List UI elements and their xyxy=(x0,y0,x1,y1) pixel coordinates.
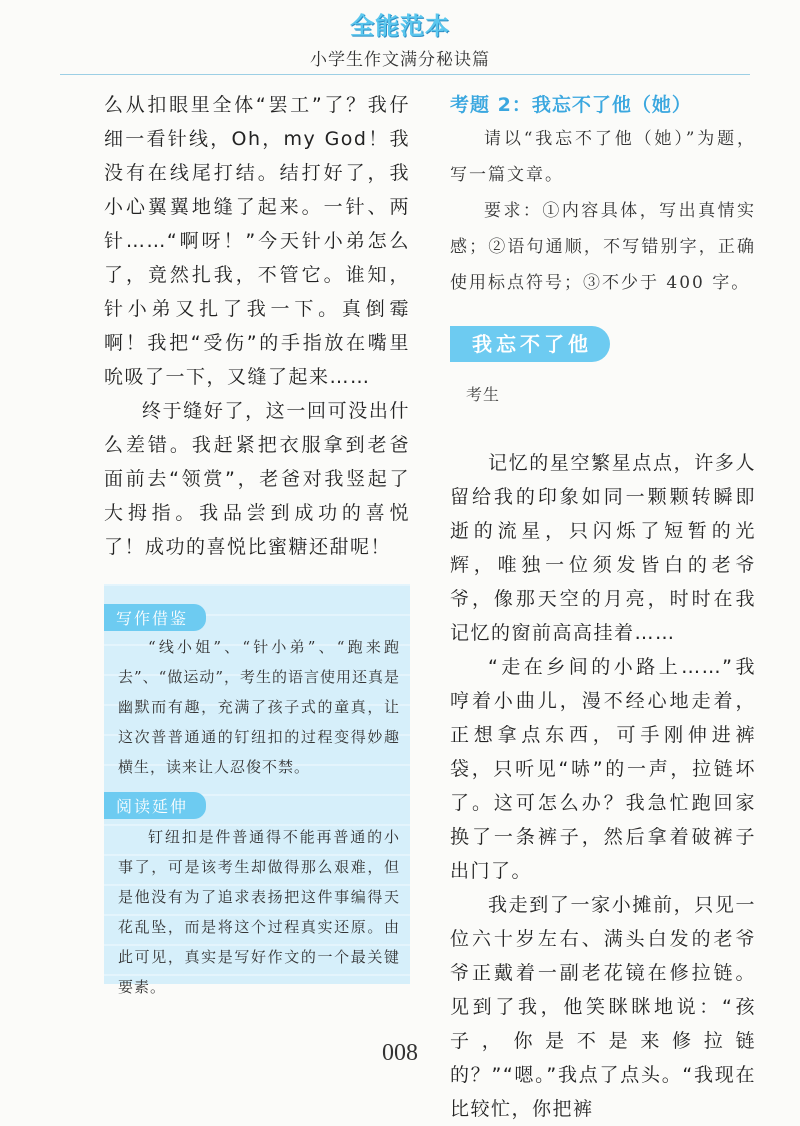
topic-title: 考题 2：我忘不了他（她） xyxy=(450,94,692,116)
topic-prompt: 请以“我忘不了他（她）”为题，写一篇文章。 xyxy=(450,129,756,185)
page-number: 008 xyxy=(382,1040,418,1066)
reading-extension-tag: 阅读延伸 xyxy=(104,792,206,819)
writing-reference-tag: 写作借鉴 xyxy=(104,604,206,631)
essay-paragraph: 么从扣眼里全体“罢工”了？我仔细一看针线，Oh，my God！我没有在线尾打结。结打好了，我小心翼翼地缝了起来。一针、两针……“啊呀！”今天针小弟怎么了，竟然扎我，不管它。谁知，针小弟又扎了我一下。真倒霉啊！我把“受伤”的手指放在嘴里吮吸了一下，又缝了起来…… xyxy=(104,94,410,388)
header-divider xyxy=(60,74,750,75)
page-header xyxy=(0,6,800,70)
essay-author: 考生 xyxy=(466,385,501,404)
left-column xyxy=(104,88,410,564)
book-subtitle: 小学生作文满分秘诀篇 xyxy=(310,50,490,70)
essay-paragraph: 终于缝好了，这一回可没出什么差错。我赶紧把衣服拿到老爸面前去“领赏”，老爸对我竖起了大拇指。我品尝到成功的喜悦了！成功的喜悦比蜜糖还甜呢！ xyxy=(104,400,410,558)
right-column xyxy=(450,88,756,301)
essay-paragraph: “走在乡间的小路上……”我哼着小曲儿，漫不经心地走着，正想拿点东西，可手刚伸进裤袋，只听见“哧”的一声，拉链坏了。这可怎么办？我急忙跑回家换了一条裤子，然后拿着破裤子出门了。 xyxy=(450,656,756,882)
brand-title: 全能范本 xyxy=(350,12,450,40)
essay-paragraph: 记忆的星空繁星点点，许多人留给我的印象如同一颗颗转瞬即逝的流星，只闪烁了短暂的光辉，唯独一位须发皆白的老爷爷，像那天空的月亮，时时在我记忆的窗前高高挂着…… xyxy=(450,452,756,644)
sample-essay xyxy=(450,446,756,1126)
commentary-box xyxy=(104,584,410,996)
reading-extension-note: 钉纽扣是件普通得不能再普通的小事了，可是该考生却做得那么艰难，但是他没有为了追求表扬把这件事编得天花乱坠，而是将这个过程真实还原。由此可见，真实是写好作文的一个最关键要素。 xyxy=(118,828,400,996)
topic-requirements: 要求：①内容具体，写出真情实感；②语句通顺，不写错别字，正确使用标点符号；③不少于 400 字。 xyxy=(450,201,756,293)
essay-title-badge: 我忘不了他 xyxy=(450,326,610,362)
writing-reference-note: “线小姐”、“针小弟”、“跑来跑去”、“做运动”，考生的语言使用还真是幽默而有趣，充满了孩子式的童真，让这次普普通通的钉纽扣的过程变得妙趣横生，读来让人忍俊不禁。 xyxy=(118,638,401,776)
essay-paragraph: 我走到了一家小摊前，只见一位六十岁左右、满头白发的老爷爷正戴着一副老花镜在修拉链。见到了我，他笑眯眯地说：“孩子，你是不是来修拉链的？”“嗯。”我点了点头。“我现在比较忙，你把裤 xyxy=(450,894,756,1120)
